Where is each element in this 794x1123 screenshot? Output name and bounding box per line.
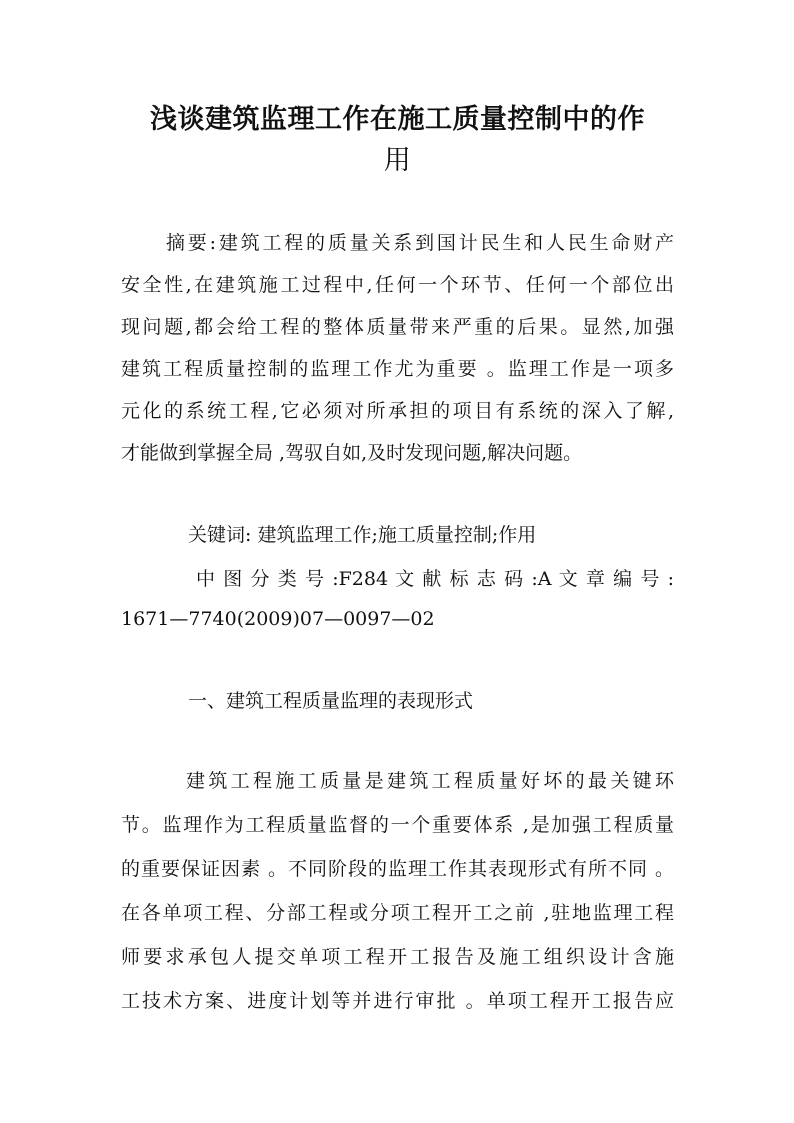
section1-line-4: 在各单项工程、分部工程或分项工程开工之前 ,驻地监理工程 [121,902,674,924]
abstract-line-1: 摘要:建筑工程的质量关系到国计民生和人民生命财产 [166,232,674,254]
abstract-line-6: 才能做到掌握全局 ,驾驭自如,及时发现问题,解决问题。 [121,442,583,464]
document-title-line-1: 浅谈建筑监理工作在施工质量控制中的作 [150,104,645,135]
keywords: 关键词: 建筑监理工作;施工质量控制;作用 [188,524,537,546]
abstract-line-3: 现问题,都会给工程的整体质量带来严重的后果。显然,加强 [121,316,674,338]
section1-line-3: 的重要保证因素 。不同阶段的监理工作其表现形式有所不同 。 [121,858,674,880]
abstract-line-5: 元化的系统工程,它必须对所承担的项目有系统的深入了解, [121,400,674,422]
section1-line-1: 建筑工程施工质量是建筑工程质量好坏的最关键环 [186,770,674,792]
section-heading-1: 一、建筑工程质量监理的表现形式 [188,690,474,712]
abstract-line-4: 建筑工程质量控制的监理工作尤为重要 。监理工作是一项多 [121,358,674,380]
abstract-line-2: 安全性,在建筑施工过程中,任何一个环节、任何一个部位出 [121,274,674,296]
classification-line-1: 中 图 分 类 号 :F284 文 献 标 志 码 :A 文 章 编 号 : [196,568,674,590]
classification-line-2: 1671—7740(2009)07—0097—02 [121,608,435,630]
section1-line-6: 工技术方案、进度计划等并进行审批 。单项工程开工报告应 [121,990,674,1012]
section1-line-2: 节。监理作为工程质量监督的一个重要体系 ,是加强工程质量 [121,814,674,836]
section1-line-5: 师要求承包人提交单项工程开工报告及施工组织设计含施 [121,946,674,968]
document-title-line-2: 用 [383,145,412,176]
